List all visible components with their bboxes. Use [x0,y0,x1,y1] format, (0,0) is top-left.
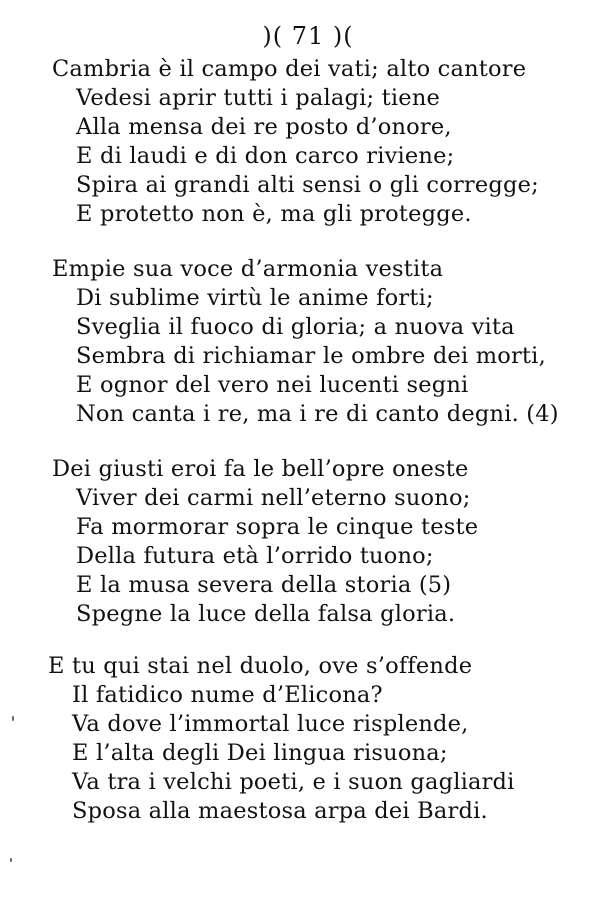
verse-line: E l’alta degli Dei lingua risuona; [72,740,448,766]
verse-line: Dei giusti eroi fa le bell’opre oneste [52,456,469,482]
verse-line: Spegne la luce della falsa gloria. [76,601,456,627]
verse-line: Empie sua voce d’armonia vestita [52,256,444,282]
verse-line: E ognor del vero nei lucenti segni [76,372,469,398]
verse-line: Cambria è il campo dei vati; alto cantore [52,56,527,82]
print-speck [12,716,14,721]
verse-line: E protetto non è, ma gli protegge. [76,201,472,227]
verse-line: Alla mensa dei re posto d’onore, [76,114,452,140]
print-speck [10,858,12,862]
verse-line: E la musa severa della storia (5) [76,572,452,598]
verse-line: Di sublime virtù le anime forti; [76,285,434,311]
verse-line: Il fatidico nume d’Elicona? [72,682,383,708]
verse-line: Sveglia il fuoco di gloria; a nuova vita [76,314,515,340]
verse-line: E tu qui stai nel duolo, ove s’offende [48,653,473,679]
verse-line: Va tra i velchi poeti, e i suon gagliardi [72,769,515,795]
verse-line: Fa mormorar sopra le cinque teste [76,514,479,540]
verse-line: Sembra di richiamar le ombre dei morti, [76,343,546,369]
verse-line: Sposa alla maestosa arpa dei Bardi. [72,798,488,824]
verse-line: Della futura età l’orrido tuono; [76,543,434,569]
verse-line: Spira ai grandi alti sensi o gli corregge; [76,172,539,198]
page-number: )( 71 )( [262,22,354,50]
verse-line: E di laudi e di don carco riviene; [76,143,455,169]
verse-line: Vedesi aprir tutti i palagi; tiene [76,85,441,111]
verse-line: Non canta i re, ma i re di canto degni. (4) [76,401,559,427]
verse-line: Va dove l’immortal luce risplende, [72,711,469,737]
verse-line: Viver dei carmi nell’eterno suono; [76,485,471,511]
